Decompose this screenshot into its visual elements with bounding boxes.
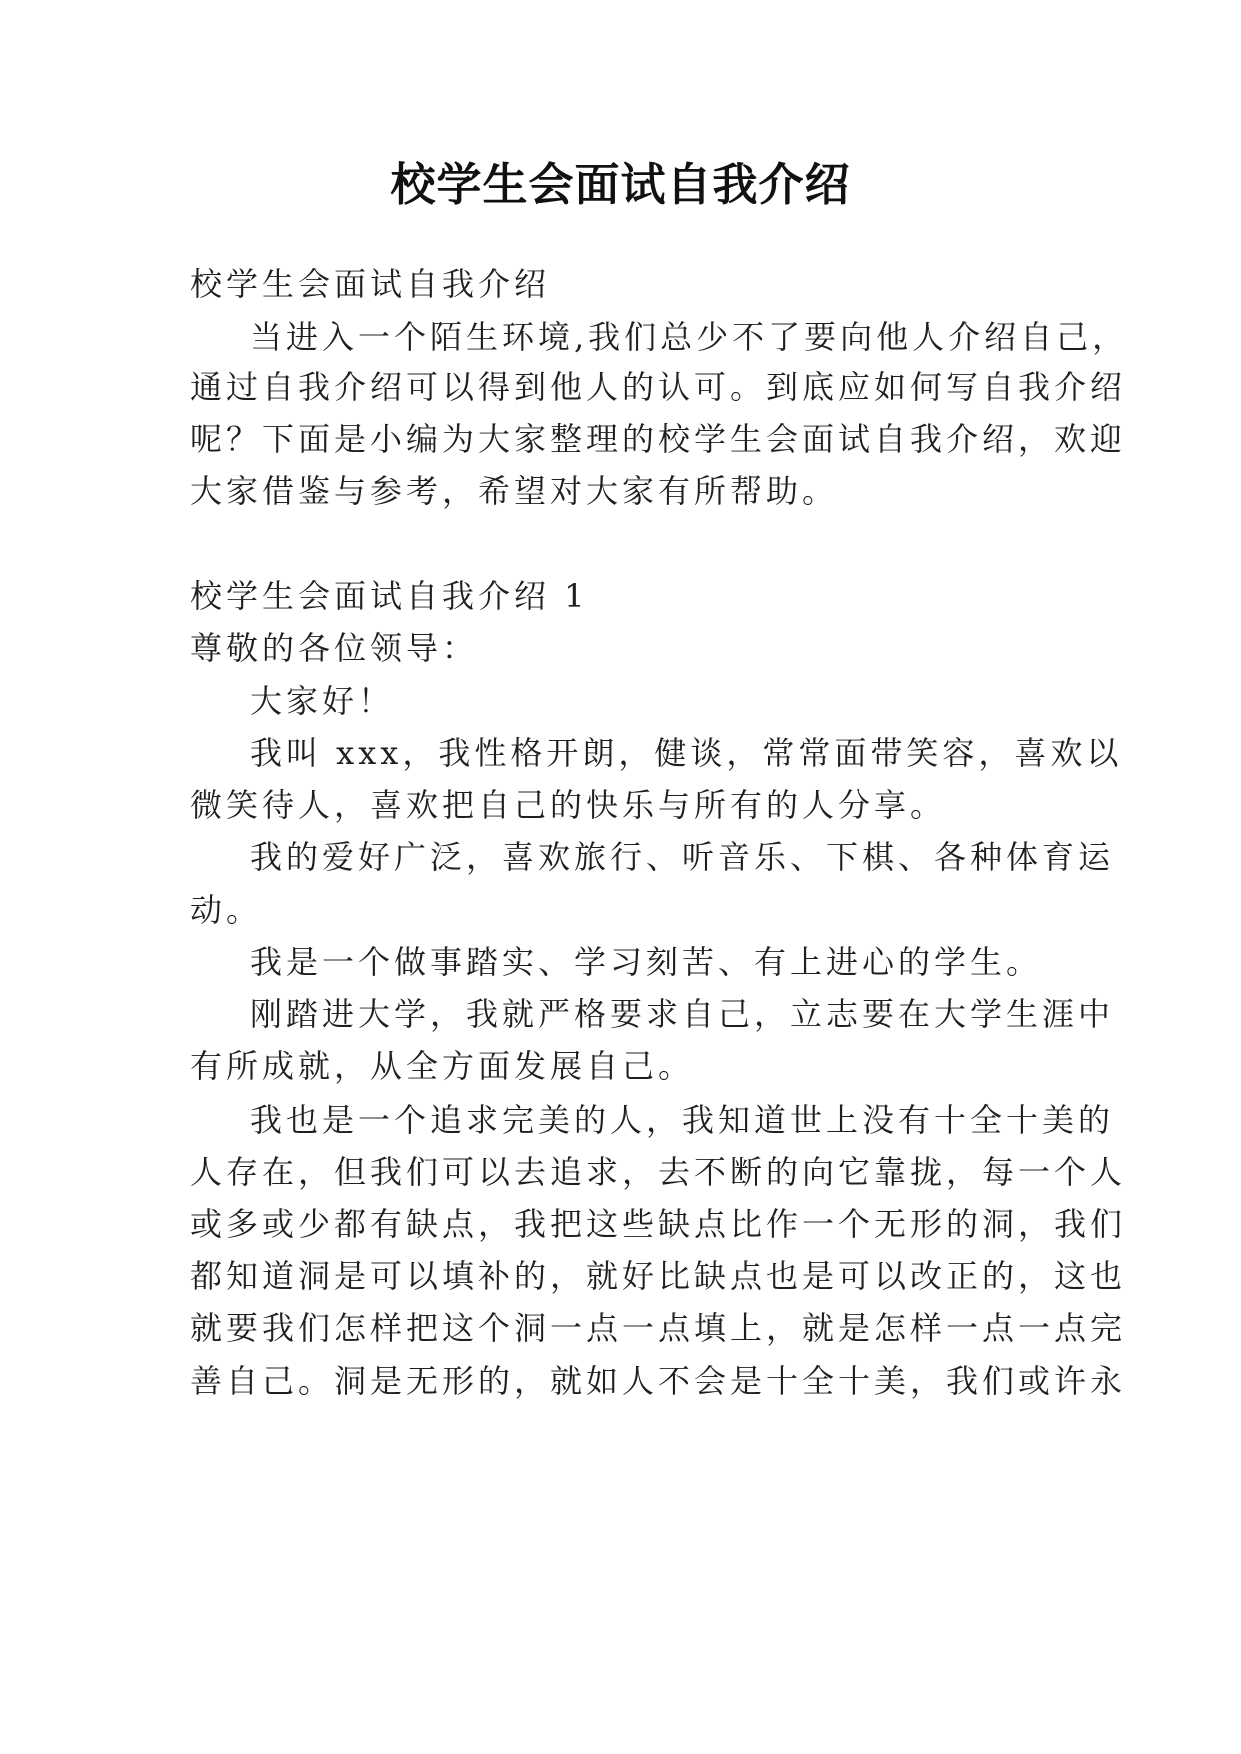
body-line: 我是一个做事踏实、学习刻苦、有上进心的学生。 [250,943,1043,981]
intro-line: 呢？下面是小编为大家整理的校学生会面试自我介绍，欢迎 [190,420,1127,458]
intro-line: 大家借鉴与参考，希望对大家有所帮助。 [190,472,839,510]
body-line: 都知道洞是可以填补的，就好比缺点也是可以改正的，这也 [190,1257,1127,1295]
body-line: 动。 [190,891,263,929]
intro-line: 通过自我介绍可以得到他人的认可。到底应如何写自我介绍 [190,368,1127,406]
body-line: 或多或少都有缺点，我把这些缺点比作一个无形的洞，我们 [190,1205,1127,1243]
body-line: 有所成就，从全方面发展自己。 [190,1047,695,1085]
body-line: 人存在，但我们可以去追求，去不断的向它靠拢，每一个人 [190,1153,1127,1191]
document-title: 校学生会面试自我介绍 [390,158,851,211]
body-line: 我的爱好广泛，喜欢旅行、听音乐、下棋、各种体育运 [250,838,1115,876]
body-line: 微笑待人，喜欢把自己的快乐与所有的人分享。 [190,786,947,824]
subtitle: 校学生会面试自我介绍 [190,265,551,303]
section-heading: 校学生会面试自我介绍 1 [190,577,589,615]
salutation: 尊敬的各位领导： [190,629,479,667]
body-line: 我叫 xxx，我性格开朗，健谈，常常面带笑容，喜欢以 [250,734,1123,772]
greeting: 大家好！ [250,682,395,720]
intro-line: 当进入一个陌生环境,我们总少不了要向他人介绍自己， [250,318,1129,356]
body-line: 善自己。洞是无形的，就如人不会是十全十美，我们或许永 [190,1362,1127,1400]
body-line: 我也是一个追求完美的人，我知道世上没有十全十美的 [250,1101,1115,1139]
body-line: 刚踏进大学，我就严格要求自己，立志要在大学生涯中 [250,995,1115,1033]
body-line: 就要我们怎样把这个洞一点一点填上，就是怎样一点一点完 [190,1309,1127,1347]
